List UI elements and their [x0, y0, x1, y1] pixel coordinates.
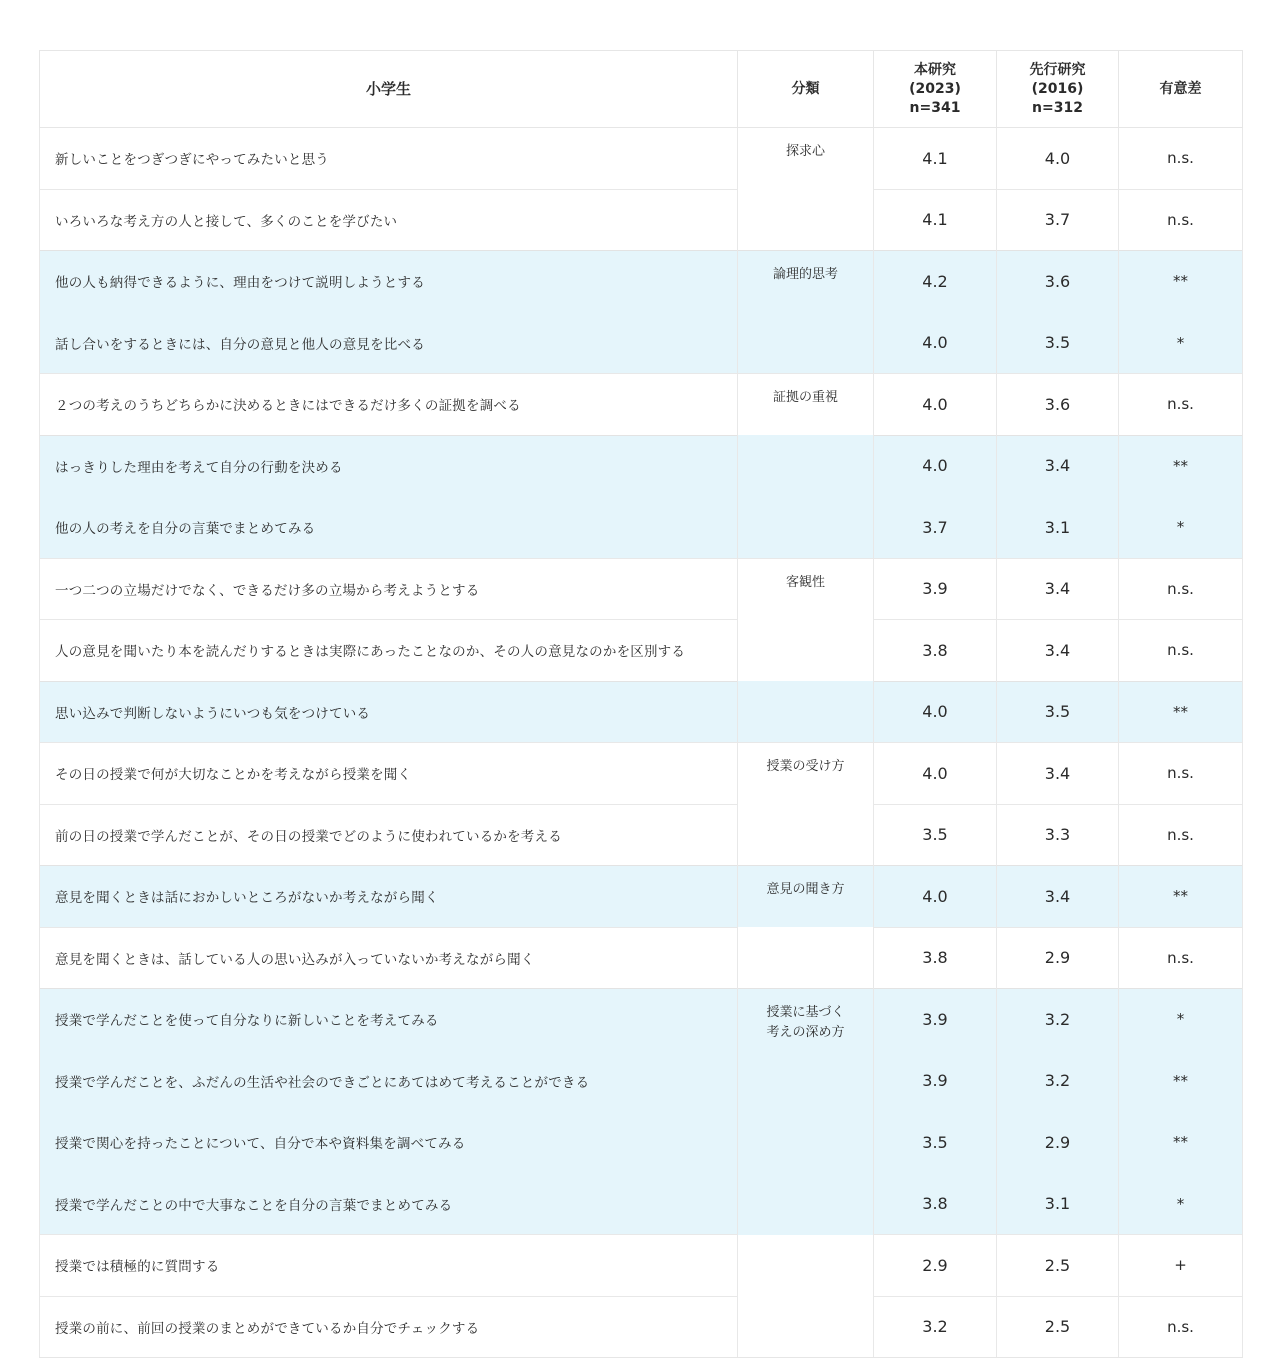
- row-item-text: 前の日の授業で学んだことが、その日の授業でどのように使われているかを考える: [40, 804, 738, 866]
- header-prior-study: [997, 51, 1119, 128]
- row-this-study-score: 4.2: [874, 251, 997, 313]
- table-row: [40, 989, 1243, 1051]
- row-category: [738, 681, 874, 743]
- table-row: [40, 927, 1243, 989]
- row-this-study-score: 3.8: [874, 620, 997, 682]
- row-item-text: 授業で学んだことを使って自分なりに新しいことを考えてみる: [40, 989, 738, 1051]
- row-category: [738, 497, 874, 559]
- row-item-text: 意見を聞くときは、話している人の思い込みが入っていないか考えながら聞く: [40, 927, 738, 989]
- row-prior-study-score: 2.9: [997, 927, 1119, 989]
- row-item-text: 授業で学んだことの中で大事なことを自分の言葉でまとめてみる: [40, 1173, 738, 1235]
- table-row: [40, 681, 1243, 743]
- row-prior-study-score: 3.1: [997, 1173, 1119, 1235]
- row-category: 意見の聞き方: [738, 866, 874, 928]
- table-row: [40, 1235, 1243, 1297]
- header-this-study-line2: (2023): [909, 80, 961, 97]
- header-prior-study-line3: n=312: [1032, 99, 1083, 116]
- comparison-table-container: [39, 50, 1242, 1358]
- row-significance: *: [1119, 989, 1243, 1051]
- row-this-study-score: 4.1: [874, 128, 997, 190]
- row-prior-study-score: 3.5: [997, 312, 1119, 374]
- row-item-text: 授業では積極的に質問する: [40, 1235, 738, 1297]
- row-prior-study-score: 3.4: [997, 435, 1119, 497]
- row-prior-study-score: 4.0: [997, 128, 1119, 190]
- row-item-text: 授業で関心を持ったことについて、自分で本や資料集を調べてみる: [40, 1112, 738, 1174]
- row-category: [738, 804, 874, 866]
- row-this-study-score: 3.9: [874, 989, 997, 1051]
- row-prior-study-score: 3.7: [997, 189, 1119, 251]
- row-significance: *: [1119, 1173, 1243, 1235]
- row-this-study-score: 3.8: [874, 1173, 997, 1235]
- row-category: 探求心: [738, 128, 874, 190]
- row-significance: **: [1119, 435, 1243, 497]
- row-category: [738, 1296, 874, 1358]
- row-item-text: 思い込みで判断しないようにいつも気をつけている: [40, 681, 738, 743]
- row-prior-study-score: 3.4: [997, 620, 1119, 682]
- row-significance: n.s.: [1119, 128, 1243, 190]
- row-prior-study-score: 3.4: [997, 558, 1119, 620]
- row-prior-study-score: 3.6: [997, 251, 1119, 313]
- row-item-text: はっきりした理由を考えて自分の行動を決める: [40, 435, 738, 497]
- row-significance: n.s.: [1119, 620, 1243, 682]
- row-item-text: 他の人も納得できるように、理由をつけて説明しようとする: [40, 251, 738, 313]
- row-category: [738, 1112, 874, 1174]
- table-row: [40, 558, 1243, 620]
- row-significance: n.s.: [1119, 374, 1243, 436]
- table-row: [40, 1296, 1243, 1358]
- header-this-study: [874, 51, 997, 128]
- row-significance: n.s.: [1119, 743, 1243, 805]
- row-this-study-score: 4.1: [874, 189, 997, 251]
- row-prior-study-score: 3.2: [997, 989, 1119, 1051]
- row-this-study-score: 3.5: [874, 1112, 997, 1174]
- row-item-text: その日の授業で何が大切なことかを考えながら授業を聞く: [40, 743, 738, 805]
- row-category: 論理的思考: [738, 251, 874, 313]
- row-category: 客観性: [738, 558, 874, 620]
- table-row: [40, 497, 1243, 559]
- row-item-text: いろいろな考え方の人と接して、多くのことを学びたい: [40, 189, 738, 251]
- row-prior-study-score: 3.6: [997, 374, 1119, 436]
- row-item-text: 授業で学んだことを、ふだんの生活や社会のできごとにあてはめて考えることができる: [40, 1050, 738, 1112]
- header-item: 小学生: [40, 51, 738, 128]
- table-row: [40, 804, 1243, 866]
- row-category: [738, 620, 874, 682]
- row-item-text: 話し合いをするときには、自分の意見と他人の意見を比べる: [40, 312, 738, 374]
- row-this-study-score: 4.0: [874, 312, 997, 374]
- row-significance: **: [1119, 866, 1243, 928]
- row-prior-study-score: 3.4: [997, 743, 1119, 805]
- row-significance: *: [1119, 497, 1243, 559]
- row-category: 授業に基づく 考えの深め方: [738, 989, 874, 1051]
- row-prior-study-score: 3.3: [997, 804, 1119, 866]
- row-category: 授業の受け方: [738, 743, 874, 805]
- row-significance: *: [1119, 312, 1243, 374]
- header-significance: 有意差: [1119, 51, 1243, 128]
- row-item-text: ２つの考えのうちどちらかに決めるときにはできるだけ多くの証拠を調べる: [40, 374, 738, 436]
- row-this-study-score: 2.9: [874, 1235, 997, 1297]
- row-this-study-score: 3.2: [874, 1296, 997, 1358]
- row-prior-study-score: 2.9: [997, 1112, 1119, 1174]
- header-prior-study-line2: (2016): [1031, 80, 1084, 97]
- row-item-text: 一つ二つの立場だけでなく、できるだけ多の立場から考えようとする: [40, 558, 738, 620]
- row-this-study-score: 4.0: [874, 743, 997, 805]
- table-body: [40, 128, 1243, 1358]
- header-this-study-line1: 本研究: [914, 61, 956, 78]
- table-row: [40, 312, 1243, 374]
- table-row: [40, 435, 1243, 497]
- table-row: [40, 1112, 1243, 1174]
- table-row: [40, 128, 1243, 190]
- row-prior-study-score: 3.2: [997, 1050, 1119, 1112]
- header-prior-study-line1: 先行研究: [1029, 61, 1086, 78]
- row-prior-study-score: 2.5: [997, 1235, 1119, 1297]
- row-significance: n.s.: [1119, 927, 1243, 989]
- row-significance: **: [1119, 1050, 1243, 1112]
- row-item-text: 人の意見を聞いたり本を読んだりするときは実際にあったことなのか、その人の意見なのかを区別する: [40, 620, 738, 682]
- table-row: [40, 374, 1243, 436]
- row-this-study-score: 3.5: [874, 804, 997, 866]
- row-this-study-score: 4.0: [874, 681, 997, 743]
- row-category: [738, 927, 874, 989]
- row-item-text: 新しいことをつぎつぎにやってみたいと思う: [40, 128, 738, 190]
- row-item-text: 意見を聞くときは話におかしいところがないか考えながら聞く: [40, 866, 738, 928]
- row-prior-study-score: 3.5: [997, 681, 1119, 743]
- comparison-table: [39, 50, 1243, 1358]
- row-category: [738, 1050, 874, 1112]
- row-significance: **: [1119, 251, 1243, 313]
- row-this-study-score: 3.8: [874, 927, 997, 989]
- row-significance: n.s.: [1119, 189, 1243, 251]
- row-significance: n.s.: [1119, 558, 1243, 620]
- table-row: [40, 866, 1243, 928]
- table-row: [40, 620, 1243, 682]
- row-significance: **: [1119, 681, 1243, 743]
- table-row: [40, 743, 1243, 805]
- row-category: [738, 1235, 874, 1297]
- table-row: [40, 1050, 1243, 1112]
- row-category: [738, 435, 874, 497]
- row-this-study-score: 4.0: [874, 435, 997, 497]
- row-significance: **: [1119, 1112, 1243, 1174]
- table-row: [40, 251, 1243, 313]
- row-significance: +: [1119, 1235, 1243, 1297]
- table-row: [40, 1173, 1243, 1235]
- table-row: [40, 189, 1243, 251]
- row-item-text: 他の人の考えを自分の言葉でまとめてみる: [40, 497, 738, 559]
- header-row: [40, 51, 1243, 128]
- row-category: [738, 312, 874, 374]
- row-this-study-score: 4.0: [874, 374, 997, 436]
- row-this-study-score: 4.0: [874, 866, 997, 928]
- row-prior-study-score: 3.4: [997, 866, 1119, 928]
- row-prior-study-score: 2.5: [997, 1296, 1119, 1358]
- row-significance: n.s.: [1119, 1296, 1243, 1358]
- header-this-study-line3: n=341: [909, 99, 961, 116]
- row-category: [738, 189, 874, 251]
- row-prior-study-score: 3.1: [997, 497, 1119, 559]
- row-category: [738, 1173, 874, 1235]
- row-significance: n.s.: [1119, 804, 1243, 866]
- row-this-study-score: 3.9: [874, 558, 997, 620]
- header-category: 分類: [738, 51, 874, 128]
- row-this-study-score: 3.7: [874, 497, 997, 559]
- row-item-text: 授業の前に、前回の授業のまとめができているか自分でチェックする: [40, 1296, 738, 1358]
- row-this-study-score: 3.9: [874, 1050, 997, 1112]
- row-category: 証拠の重視: [738, 374, 874, 436]
